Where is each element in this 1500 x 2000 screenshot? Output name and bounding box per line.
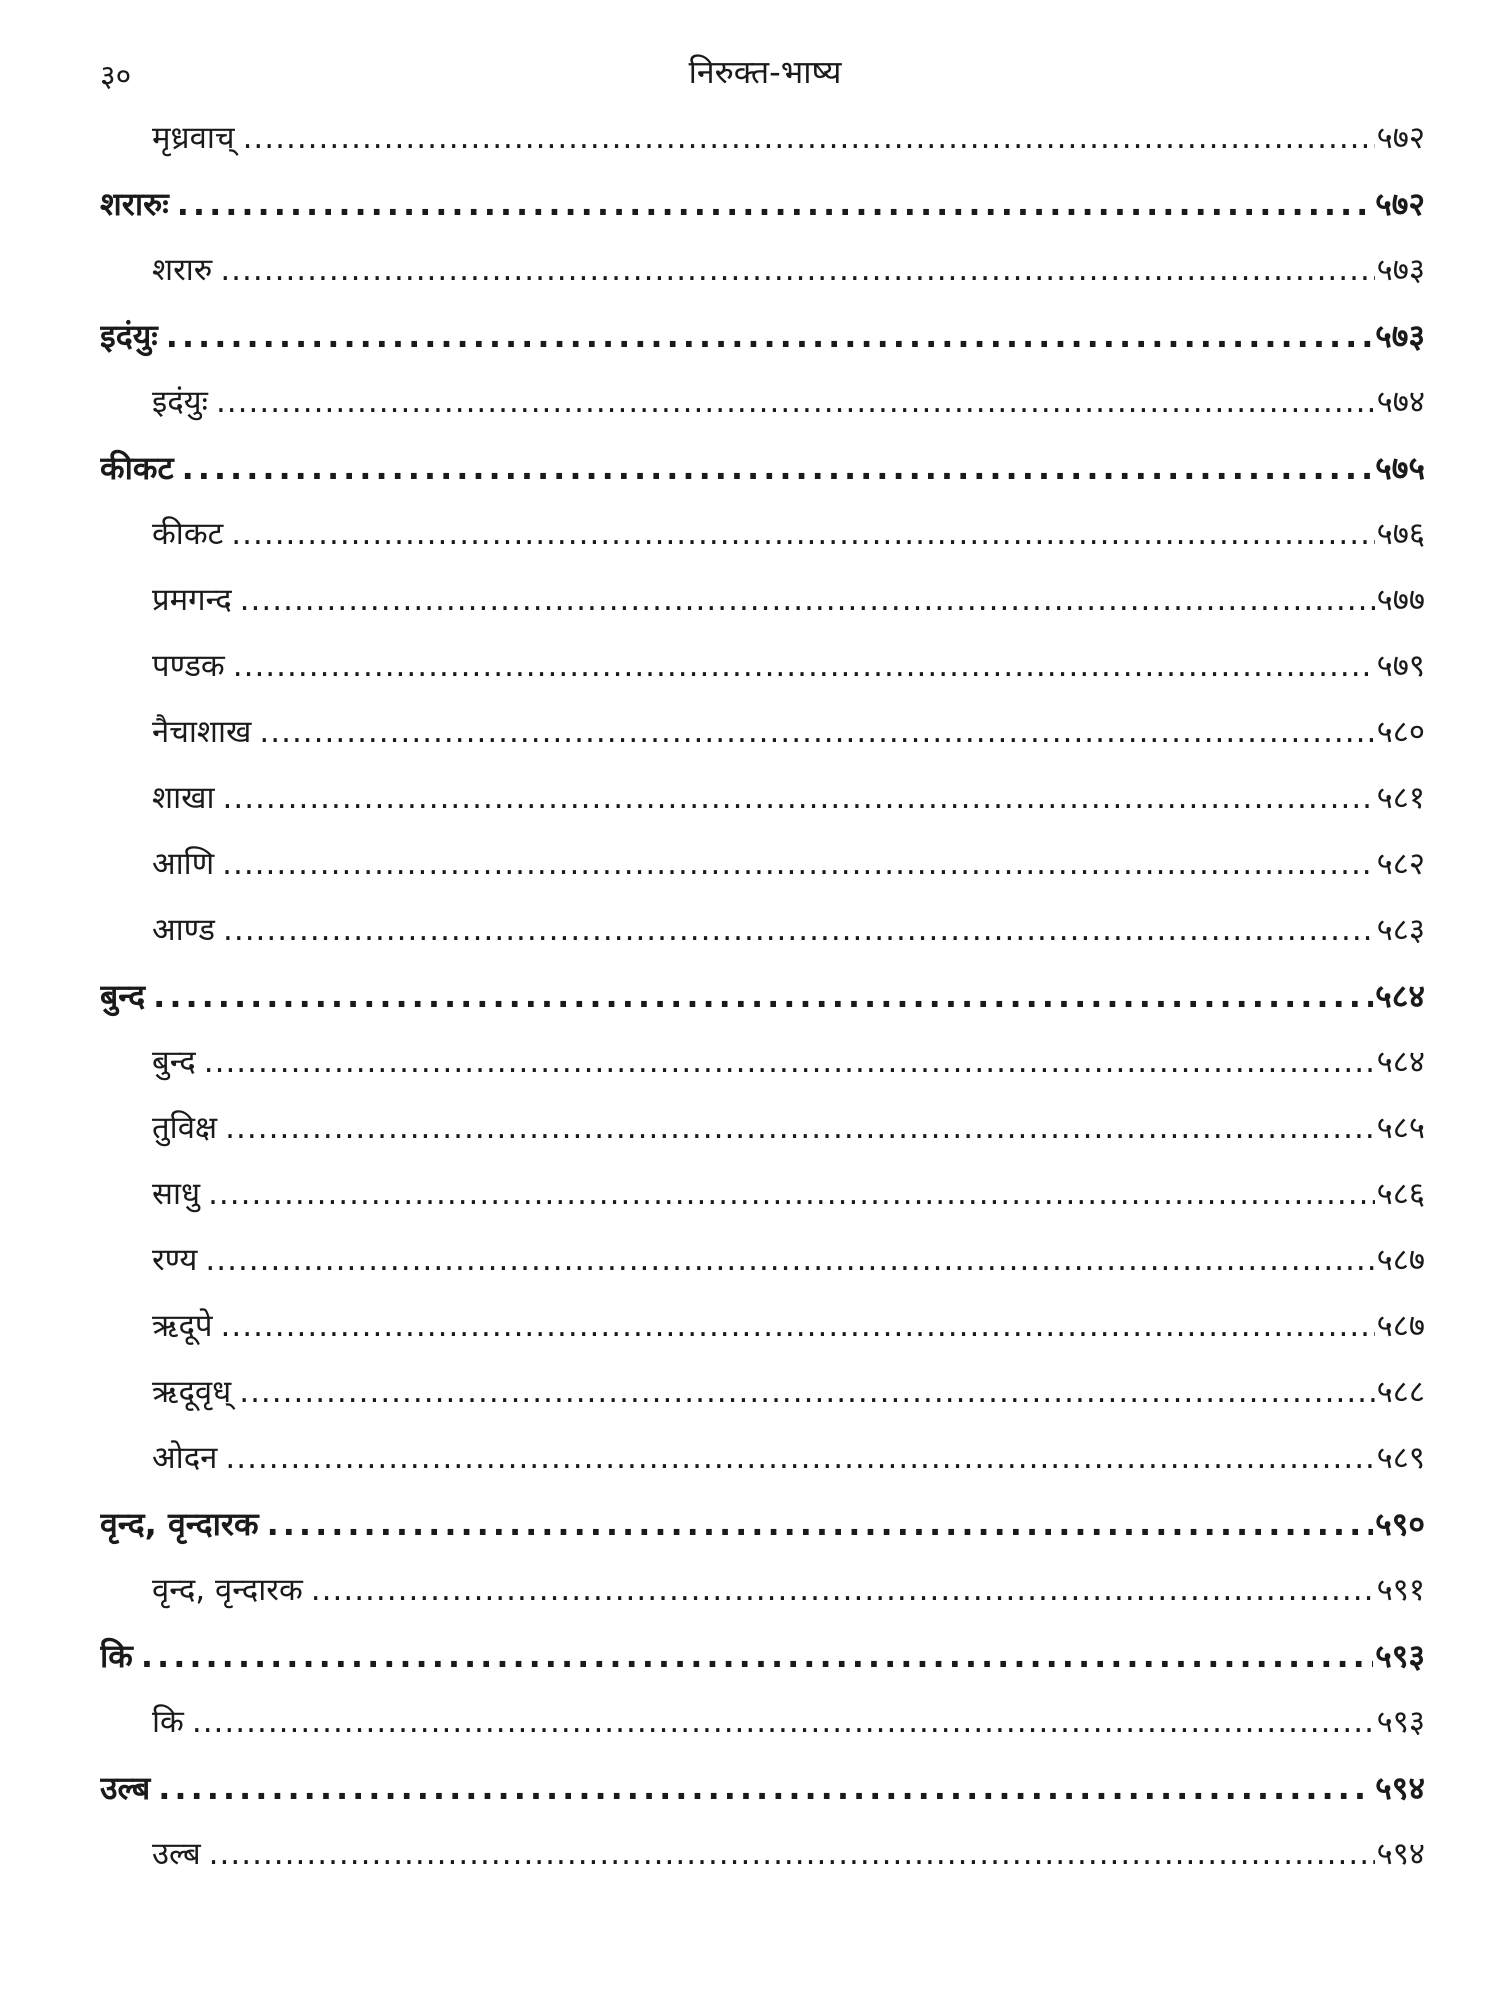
toc-heading-entry xyxy=(100,435,1425,501)
entry-page-number: ५७३ xyxy=(1376,252,1425,288)
entry-page-number: ५८६ xyxy=(1376,1176,1425,1212)
page-header xyxy=(100,50,1430,100)
entry-page-number: ५७७ xyxy=(1376,582,1425,618)
dot-leader xyxy=(208,1161,1375,1227)
toc-subentry xyxy=(100,897,1425,963)
dot-leader xyxy=(205,1227,1374,1293)
entry-term: शरारु xyxy=(152,252,213,288)
dot-leader xyxy=(259,699,1374,765)
entry-page-number: ५८७ xyxy=(1376,1308,1425,1344)
entry-term: इदंयुः xyxy=(152,384,208,420)
entry-term: नैचाशाख xyxy=(152,714,252,750)
toc-subentry xyxy=(100,567,1425,633)
entry-page-number: ५८५ xyxy=(1376,1110,1425,1146)
dot-leader xyxy=(223,765,1375,831)
entry-term: आण्ड xyxy=(152,912,215,948)
entry-page-number: ५९३ xyxy=(1376,1704,1425,1740)
toc-subentry xyxy=(100,237,1425,303)
dot-leader xyxy=(240,567,1375,633)
entry-page-number: ५८२ xyxy=(1376,846,1425,882)
entry-page-number: ५७४ xyxy=(1376,384,1425,420)
entry-term: उल्ब xyxy=(152,1836,201,1872)
toc-heading-entry xyxy=(100,1623,1425,1689)
entry-page-number: ५७२ xyxy=(1376,120,1425,156)
toc-subentry xyxy=(100,1293,1425,1359)
entry-page-number: ५८३ xyxy=(1376,912,1425,948)
entry-page-number: ५८१ xyxy=(1376,780,1425,816)
entry-page-number: ५८७ xyxy=(1376,1242,1425,1278)
toc-heading-entry xyxy=(100,1755,1425,1821)
entry-term: मृध्रवाच् xyxy=(152,120,235,156)
toc-heading-entry xyxy=(100,303,1425,369)
toc-subentry xyxy=(100,1689,1425,1755)
running-title: निरुक्त-भाष्य xyxy=(688,53,842,91)
entry-page-number: ५७९ xyxy=(1376,648,1425,684)
entry-page-number: ५९४ xyxy=(1376,1836,1425,1872)
toc-subentry xyxy=(100,1425,1425,1491)
toc-subentry xyxy=(100,1161,1425,1227)
entry-term: कि xyxy=(100,1637,133,1675)
toc-subentry xyxy=(100,831,1425,897)
entry-term: पण्डक xyxy=(152,648,225,684)
dot-leader xyxy=(225,1425,1374,1491)
entry-term: वृन्द, वृन्दारक xyxy=(152,1572,303,1608)
entry-term: आणि xyxy=(152,846,215,882)
entry-page-number: ५९३ xyxy=(1375,1637,1425,1675)
entry-term: कीकट xyxy=(152,516,224,552)
toc-subentry xyxy=(100,105,1425,171)
page-number: ३० xyxy=(100,59,132,94)
entry-page-number: ५८८ xyxy=(1376,1374,1425,1410)
dot-leader xyxy=(267,1491,1373,1557)
toc-heading-entry xyxy=(100,963,1425,1029)
dot-leader xyxy=(192,1689,1375,1755)
entry-term: बुन्द xyxy=(100,977,146,1015)
dot-leader xyxy=(177,171,1373,237)
toc-subentry xyxy=(100,1359,1425,1425)
dot-leader xyxy=(216,369,1375,435)
entry-page-number: ५७३ xyxy=(1375,317,1425,355)
entry-term: कि xyxy=(152,1704,184,1740)
dot-leader xyxy=(222,831,1375,897)
dot-leader xyxy=(153,963,1373,1029)
entry-term: शाखा xyxy=(152,780,215,816)
dot-leader xyxy=(231,501,1374,567)
entry-term: कीकट xyxy=(100,449,174,487)
dot-leader xyxy=(221,1293,1375,1359)
entry-page-number: ५७६ xyxy=(1376,516,1425,552)
entry-term: ऋदूपे xyxy=(152,1308,213,1344)
entry-term: ओदन xyxy=(152,1440,218,1476)
dot-leader xyxy=(233,633,1375,699)
dot-leader xyxy=(209,1821,1375,1887)
entry-term: तुविक्ष xyxy=(152,1110,218,1146)
dot-leader xyxy=(182,435,1374,501)
table-of-contents xyxy=(100,105,1425,1887)
entry-term: ऋदूवृध् xyxy=(152,1374,232,1410)
dot-leader xyxy=(220,237,1374,303)
toc-subentry xyxy=(100,699,1425,765)
dot-leader xyxy=(311,1557,1375,1623)
dot-leader xyxy=(225,1095,1374,1161)
entry-page-number: ५८४ xyxy=(1376,1044,1425,1080)
toc-heading-entry xyxy=(100,1491,1425,1557)
toc-subentry xyxy=(100,1557,1425,1623)
toc-subentry xyxy=(100,1227,1425,1293)
toc-subentry xyxy=(100,765,1425,831)
entry-term: शरारुः xyxy=(100,185,169,223)
entry-page-number: ५७५ xyxy=(1375,449,1425,487)
toc-subentry xyxy=(100,1029,1425,1095)
dot-leader xyxy=(166,303,1373,369)
entry-page-number: ५९१ xyxy=(1376,1572,1425,1608)
toc-subentry xyxy=(100,369,1425,435)
entry-term: इदंयुः xyxy=(100,317,158,355)
entry-term: रण्य xyxy=(152,1242,198,1278)
dot-leader xyxy=(243,105,1375,171)
entry-term: प्रमगन्द xyxy=(152,582,232,618)
dot-leader xyxy=(141,1623,1373,1689)
toc-subentry xyxy=(100,501,1425,567)
entry-page-number: ५९० xyxy=(1375,1505,1425,1543)
toc-subentry xyxy=(100,1821,1425,1887)
entry-page-number: ५७२ xyxy=(1375,185,1425,223)
entry-page-number: ५८० xyxy=(1376,714,1425,750)
toc-subentry xyxy=(100,633,1425,699)
entry-page-number: ५८४ xyxy=(1375,977,1425,1015)
dot-leader xyxy=(223,897,1375,963)
entry-term: साधु xyxy=(152,1176,201,1212)
entry-term: बुन्द xyxy=(152,1044,196,1080)
dot-leader xyxy=(204,1029,1375,1095)
toc-subentry xyxy=(100,1095,1425,1161)
entry-page-number: ५८९ xyxy=(1376,1440,1425,1476)
entry-term: वृन्द, वृन्दारक xyxy=(100,1505,259,1543)
toc-heading-entry xyxy=(100,171,1425,237)
dot-leader xyxy=(239,1359,1374,1425)
entry-term: उल्ब xyxy=(100,1769,151,1807)
entry-page-number: ५९४ xyxy=(1375,1769,1425,1807)
dot-leader xyxy=(158,1755,1373,1821)
